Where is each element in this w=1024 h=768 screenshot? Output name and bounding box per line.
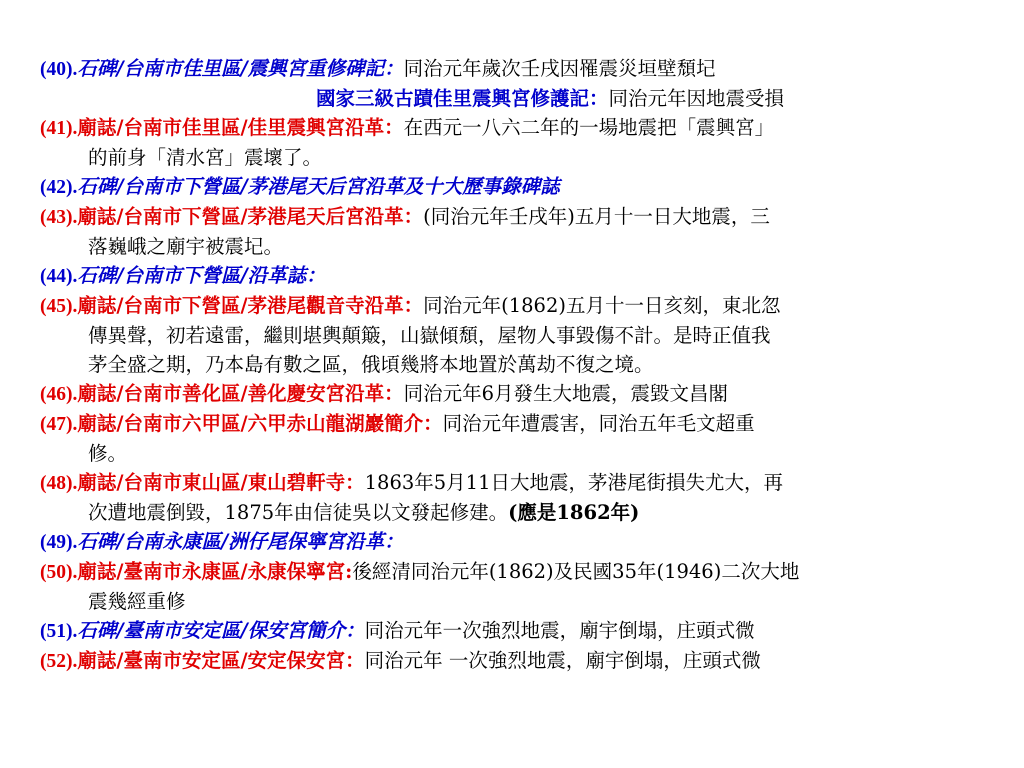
entry-continuation: 茅全盛之期，乃本島有數之區，俄頃幾將本地置於萬劫不復之境。 xyxy=(88,353,654,376)
entry-body: 同治元年6月發生大地震，震毀文昌閣 xyxy=(403,382,729,405)
entry-heading: 石碑/台南永康區/洲仔尾保寧宮沿革： xyxy=(77,530,404,553)
entry-continuation: 震幾經重修 xyxy=(88,590,186,613)
entry-continuation: 次遭地震倒毀，1875年由信徒吳以文發起修建。 xyxy=(88,501,509,524)
entry-number: (48). xyxy=(40,473,78,494)
entry-number: (44). xyxy=(40,266,78,287)
list-item xyxy=(40,468,1000,527)
entry-heading: 石碑/台南市佳里區/震興宮重修碑記： xyxy=(77,57,404,80)
entry-heading: 石碑/台南市下營區/沿革誌： xyxy=(77,264,326,287)
entry-subbody: 同治元年因地震受損 xyxy=(608,87,785,110)
entry-body: (同治元年壬戌年)五月十一日大地震，三 xyxy=(423,205,770,228)
list-item xyxy=(40,527,1000,557)
entry-number: (49). xyxy=(40,532,78,553)
entry-heading: 廟誌/台南市下營區/茅港尾天后宮沿革： xyxy=(77,205,424,228)
entry-number: (40). xyxy=(40,59,78,80)
list-item xyxy=(40,113,1000,172)
entry-body: 1863年5月11日大地震，茅港尾街損失尤大，再 xyxy=(364,471,783,494)
list-item xyxy=(40,261,1000,291)
list-item xyxy=(40,646,1000,676)
entry-heading: 廟誌/臺南市安定區/安定保安宮： xyxy=(77,649,365,672)
entry-body: 後經清同治元年(1862)及民國35年(1946)二次大地 xyxy=(352,560,800,583)
entry-continuation: 落巍峨之廟宇被震圮。 xyxy=(88,235,284,258)
entry-heading: 廟誌/臺南市永康區/永康保寧宮: xyxy=(77,560,353,583)
list-item xyxy=(40,291,1000,379)
entry-continuation: 傳異聲，初若遠雷，繼則堪輿顛簸，山嶽傾頹，屋物人事毀傷不計。是時正值我 xyxy=(88,324,771,347)
entry-number: (45). xyxy=(40,296,78,317)
list-item xyxy=(40,616,1000,646)
entry-heading: 廟誌/台南市東山區/東山碧軒寺： xyxy=(77,471,365,494)
list-item xyxy=(40,379,1000,409)
entry-number: (50). xyxy=(40,562,78,583)
entry-body: 同治元年歲次壬戌因罹震災垣壁頹圮 xyxy=(403,57,716,80)
entry-body: 同治元年一次強烈地震，廟宇倒塌，庄頭式微 xyxy=(364,619,755,642)
entry-subheading: 國家三級古蹟佳里震興宮修護記： xyxy=(316,87,609,110)
list-item xyxy=(40,202,1000,261)
entry-number: (43). xyxy=(40,207,78,228)
entry-heading: 石碑/臺南市安定區/保安宮簡介： xyxy=(77,619,365,642)
entry-number: (52). xyxy=(40,651,78,672)
entry-number: (51). xyxy=(40,621,78,642)
list-item xyxy=(40,172,1000,202)
entry-continuation-line xyxy=(40,498,1000,527)
entry-heading: 廟誌/台南市佳里區/佳里震興宮沿革： xyxy=(77,116,404,139)
entry-body: 在西元一八六二年的一場地震把「震興宮」 xyxy=(403,116,775,139)
entry-body: 同治元年遭震害，同治五年毛文超重 xyxy=(442,412,755,435)
entry-heading: 廟誌/台南市下營區/茅港尾觀音寺沿革： xyxy=(77,294,424,317)
entry-number: (42). xyxy=(40,177,78,198)
entry-heading: 廟誌/台南市六甲區/六甲赤山龍湖巖簡介： xyxy=(77,412,443,435)
entry-continuation: 修。 xyxy=(88,442,128,465)
entry-body: 同治元年 一次強烈地震，廟宇倒塌，庄頭式微 xyxy=(364,649,761,672)
entry-body: 同治元年(1862)五月十一日亥刻，東北忽 xyxy=(423,294,781,317)
entry-list xyxy=(40,54,1000,676)
entry-heading: 石碑/台南市下營區/茅港尾天后宮沿革及十大歷事錄碑誌 xyxy=(77,175,560,198)
list-item xyxy=(40,557,1000,616)
entry-continuation: 的前身「清水宮」震壞了。 xyxy=(88,146,323,169)
entry-number: (47). xyxy=(40,414,78,435)
list-item xyxy=(40,84,1000,113)
entry-number: (46). xyxy=(40,384,78,405)
entry-number: (41). xyxy=(40,118,78,139)
list-item xyxy=(40,54,1000,84)
entry-heading: 廟誌/台南市善化區/善化慶安宮沿革： xyxy=(77,382,404,405)
entry-correction-note: (應是1862年) xyxy=(508,501,640,524)
list-item xyxy=(40,409,1000,468)
